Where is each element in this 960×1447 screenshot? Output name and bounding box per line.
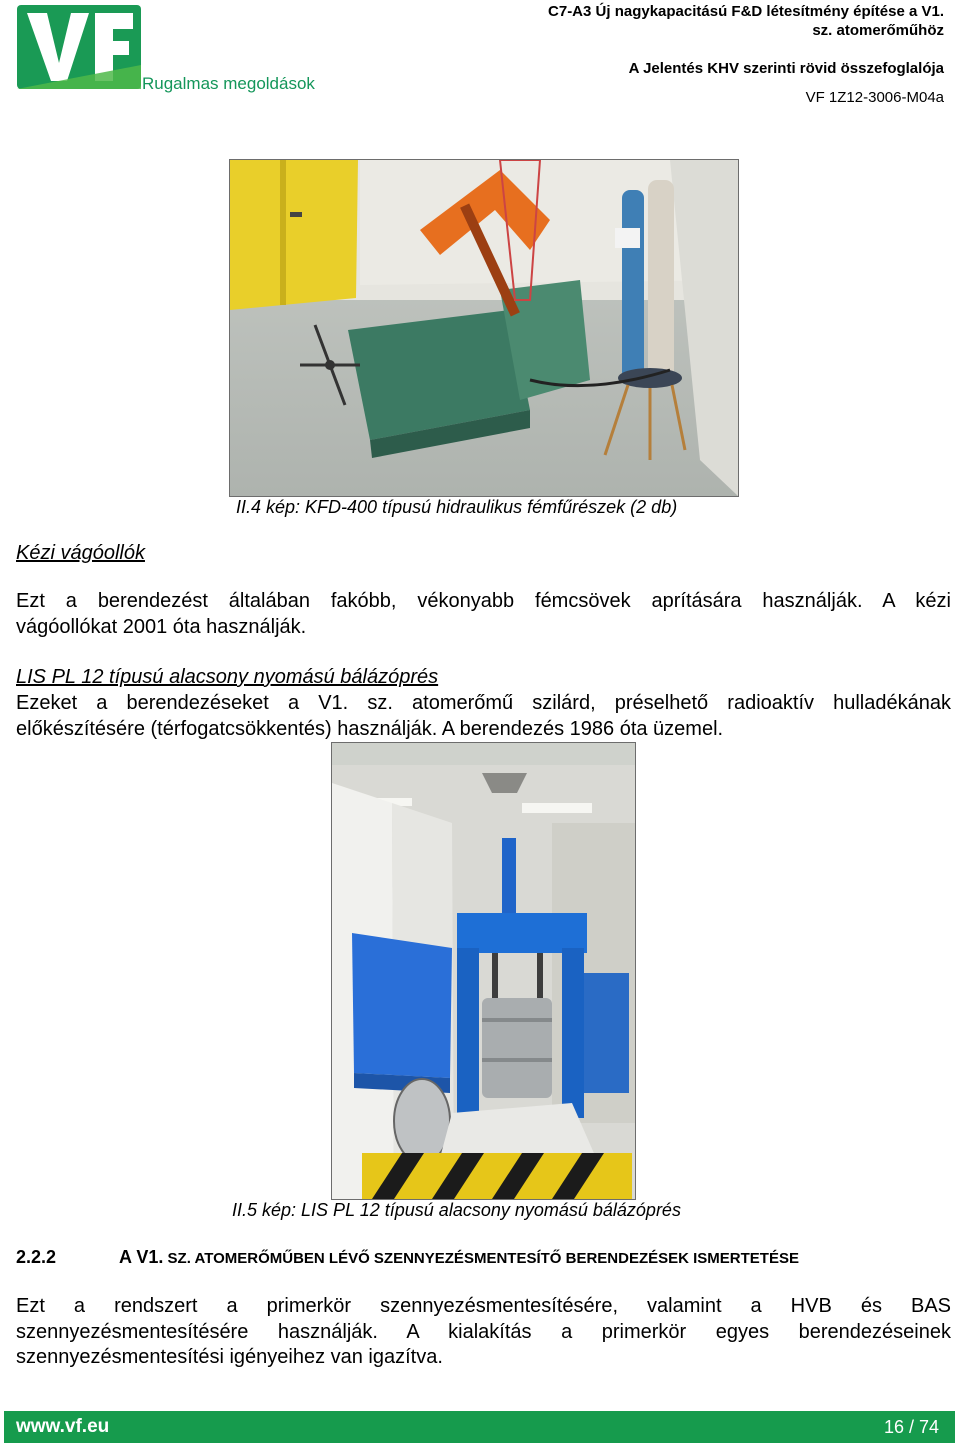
saw-photo-illustration	[230, 160, 738, 496]
document-subtitle: A Jelentés KHV szerinti rövid összefoglalója	[628, 60, 944, 77]
vf-logo	[17, 5, 141, 89]
text-line: vágóollókat 2001 óta használják.	[16, 615, 307, 638]
document-code: VF 1Z12-3006-M04a	[805, 89, 944, 106]
text-line: szennyezésmentesítésére használják. A kialakítás a primerkör egyes berendezéseinek	[16, 1320, 951, 1343]
text-line: Ezt a berendezést általában fakóbb, vékonyabb fémcsövek aprítására használják. A kézi	[16, 590, 951, 612]
section-title-part-a: A V1.	[119, 1247, 164, 1267]
figure-caption-1: II.4 kép: KFD-400 típusú hidraulikus fémfűrészek (2 db)	[236, 497, 678, 517]
paragraph-lis-pl12	[16, 691, 951, 742]
document-title-line1: C7-A3 Új nagykapacitású F&D létesítmény építése a V1.	[548, 3, 944, 20]
page-number: 16 / 74	[883, 1417, 939, 1437]
photo-hydraulic-saws	[229, 159, 739, 497]
section-title	[119, 1247, 799, 1268]
document-title-line2: sz. atomerőműhöz	[812, 22, 944, 39]
page-footer	[4, 1411, 955, 1443]
section-number: 2.2.2	[16, 1247, 57, 1267]
photo-baling-press	[331, 742, 636, 1200]
paragraph-szennyezesmentesites	[16, 1294, 951, 1371]
slogan: Rugalmas megoldások	[142, 74, 315, 93]
text-line: Ezt a rendszert a primerkör szennyezésmentesítésére, valamint a HVB és BAS	[16, 1295, 951, 1317]
text-line: előkészítésére (térfogatcsökkentés) használják. A berendezés 1986 óta üzemel.	[16, 717, 724, 740]
section-title-part-b: SZ. ATOMERŐMŰBEN LÉVŐ SZENNYEZÉSMENTESÍTŐ BERENDEZÉSEK ISMERTETÉSE	[163, 1250, 799, 1267]
text-line: szennyezésmentesítési igényeihez van igazítva.	[16, 1346, 443, 1368]
paragraph-kezi-vagoollok	[16, 589, 951, 640]
vf-logo-mark	[17, 5, 141, 89]
figure-caption-2: II.5 kép: LIS PL 12 típusú alacsony nyomású bálázóprés	[232, 1200, 681, 1220]
baling-press-illustration	[332, 743, 635, 1199]
heading-lis-pl12: LIS PL 12 típusú alacsony nyomású bálázóprés	[16, 666, 439, 688]
text-line: Ezeket a berendezéseket a V1. sz. atomerőmű szilárd, préselhető radioaktív hulladékának	[16, 692, 951, 714]
footer-website-link[interactable]: www.vf.eu	[16, 1416, 110, 1437]
heading-kezi-vagoollok: Kézi vágóollók	[16, 542, 145, 564]
